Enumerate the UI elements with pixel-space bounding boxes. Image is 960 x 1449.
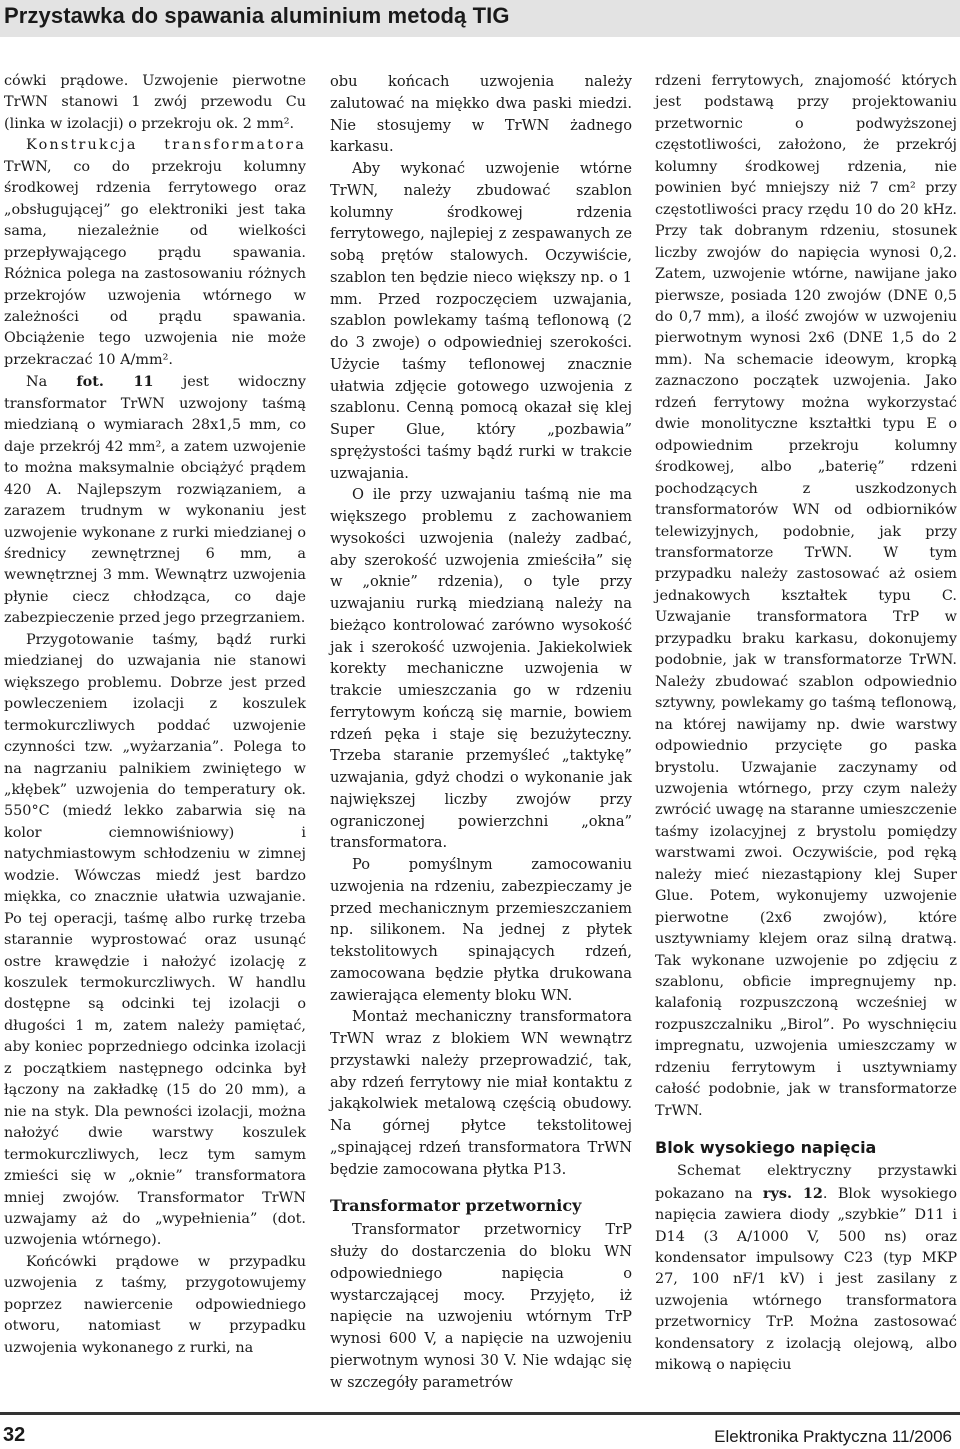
paragraph: O ile przy uzwajaniu taśmą nie ma większego problemu z zachowaniem wysokości uzwojenia (należy zadbać, aby szerokość uzwojenia zmieściła” się w „oknie” rdzenia), o tyle przy uzwajaniu rurką miedzianą należy na bieżąco kontrolować zarówno wysokość jak i szerokość uzwojenia. Jakiekolwiek korekty mechaniczne uzwojenia w trakcie umieszczania go w rdzeniu ferrytowym kończą się marnie, bowiem rdzeń pęka i staje się bezużyteczny. Trzeba staranie przemyśleć „taktykę” uzwajania, gdyż chodzi o wykonanie jak największej liczby zwojów przy ograniczonej powierzchni „okna” transformatora. xyxy=(330,486,632,852)
figure-reference: rys. 12 xyxy=(762,1184,823,1202)
paragraph: Schemat elektryczny przystawki pokazano na rys. 12. Blok wysokiego napięcia zawiera diody „szybkie” D11 i D14 (3 A/1000 V, 500 ns) oraz kondensator impulsowy C23 (typ MKP 27, 100 nF/1 kV) i jest zasilany z uzwojenia wtórnego transformatora przetwornicy TrP. Można zastosować kondensatory z izolacją olejową, albo mikową o napięciu xyxy=(655,1163,957,1374)
header-title: Przystawka do spawania aluminium metodą TIG xyxy=(4,3,510,28)
text-column-2 xyxy=(330,71,632,1393)
photo-reference: fot. 11 xyxy=(76,373,154,391)
paragraph: Transformator przetwornicy TrP służy do dostarczenia do bloku WN odpowiedniego napięcia o wystarczającej mocy. Przyjęto, iż napięcie na uzwojeniu wtórnym TrP wynosi 600 V, a napięcie na uzwojeniu pierwotnym wynosi 30 V. Nie wdając się w szczegóły parametrów xyxy=(330,1221,632,1391)
paragraph: Konstrukcja transformatora TrWN, co do przekroju kolumny środkowej rdzenia ferrytowego oraz „obsługującej” go elektroniki jest taka sama, niezależnie od wielkości przepływającego prądu spawania. Różnica polega na zastosowaniu różnych przekrojów uzwojenia wtórnego w zależności od prądu spawania. Obciążenie tego uzwojenia nie może przekraczać 10 A/mm². xyxy=(4,137,306,368)
paragraph: Przygotowanie taśmy, bądź rurki miedzianej do uzwajania nie stanowi większego problemu. Dobrze jest przed powleczeniem izolacji z koszulek termokurczliwych poddać uzwojenie czynności tzw. „wyżarzania”. Polega to na nagrzaniu palnikiem zwiniętego w „kłębek” uzwojenia do temperatury ok. 550°C (miedź lekko zabarwia się na kolor ciemnowiśniowy) i natychmiastowym schłodzeniu w zimnej wodzie. Wówczas miedź jest bardzo miękka, co znacznie ułatwia uzwajanie. Po tej operacji, taśmę albo rurkę trzeba starannie wyprostować oraz usunąć ostre krawędzie i nałożyć izolację z koszulek termokurczliwych. W handlu dostępne są odcinki tej izolacji o długości 1 m, zatem należy pamiętać, aby koniec poprzedniego odcinka izolacji z początkiem następnego odcinka był łączony na zakładkę (15 do 20 mm), a nie na styk. Dla pewności izolacji, można nałożyć dwie warstwy koszulek termokurczliwych, lecz tym samym zmieści się w „oknie” transformatora mniej zwojów. Transformator TrWN uzwajamy aż do „wypełnienia” (dot. uzwojenia wtórnego). xyxy=(4,631,306,1249)
footer-rule xyxy=(0,1412,960,1415)
text-column-1 xyxy=(4,71,306,1359)
page-number: 32 xyxy=(3,1424,26,1446)
magazine-issue: Elektronika Praktyczna 11/2006 xyxy=(714,1427,952,1446)
paragraph: cówki prądowe. Uzwojenie pierwotne TrWN stanowi 1 zwój przewodu Cu (linka w izolacji) o przekroju ok. 2 mm². xyxy=(4,73,306,132)
paragraph: Końcówki prądowe w przypadku uzwojenia z taśmy, przygotowujemy poprzez nawiercenie odpowiedniego otworu, natomiast w przypadku uzwojenia wykonanego z rurki, na xyxy=(4,1253,306,1356)
paragraph: Aby wykonać uzwojenie wtórne TrWN, należy zbudować szablon kolumny środkowej rdzenia ferrytowego, najlepiej z zespawanych ze sobą prętów stalowych. Oczywiście, szablon ten będzie nieco większy np. o 1 mm. Przed rozpoczęciem uzwajania, szablon powlekamy taśmą teflonową (2 do 3 zwoje) o odpowiedniej szerokości. Użycie taśmy teflonowej znacznie ułatwia zdjęcie gotowego uzwojenia z szablonu. Cenną pomocą okazał się klej Super Glue, który „pozbawia” sprężystości taśmy bądź rurki w trakcie uzwajania. xyxy=(330,160,632,482)
running-header xyxy=(0,0,960,37)
section-heading: Transformator przetwornicy xyxy=(330,1196,582,1216)
section-heading: Blok wysokiego napięcia xyxy=(655,1138,877,1158)
paragraph: obu końcach uzwojenia należy zalutować na miękko dwa paski miedzi. Nie stosujemy w TrWN żadnego karkasu. xyxy=(330,73,632,156)
spaced-emphasis: Konstrukcja transformatora xyxy=(26,137,306,154)
paragraph: Po pomyślnym zamocowaniu uzwojenia na rdzeniu, zabezpieczamy je przed mechanicznym przemieszczaniem np. silikonem. Na jednej z płytek tekstolitowych spinających rdzeń, zamocowana będzie płytka drukowana zawierająca elementy bloku WN. xyxy=(330,856,632,1004)
paragraph: Na fot. 11 jest widoczny transformator TrWN uzwojony taśmą miedzianą o wymiarach 28x1,5 mm, co daje przekrój 42 mm², a zatem uzwojenie to można maksymalnie obciążyć prądem 420 A. Najlepszym rozwiązaniem, a zarazem trudnym w wykonaniu jest uzwojenie wykonane z rurki miedzianej o średnicy zewnętrznej 6 mm, a wewnętrznej 3 mm. Wewnątrz uzwojenia płynie ciecz chłodząca, co daje zabezpieczenie przed jego przegrzaniem. xyxy=(4,373,306,627)
text-column-3 xyxy=(655,71,957,1377)
paragraph: Montaż mechaniczny transformatora TrWN wraz z blokiem WN wewnątrz przystawki należy przeprowadzić, tak, aby rdzeń ferrytowy nie miał kontaktu z jakąkolwiek metalową częścią obudowy. Na górnej płytce tekstolitowej „spinającej rdzeń transformatora TrWN będzie zamocowana płytka P13. xyxy=(330,1008,632,1178)
paragraph: rdzeni ferrytowych, znajomość których jest podstawą przy projektowaniu przetwornic o podwyższonej częstotliwości, założono, że przekrój kolumny środkowej rdzenia, nie powinien być mniejszy niż 7 cm² przy częstotliwości pracy rzędu 10 do 20 kHz. Przy tak dobranym rdzeniu, stosunek liczby zwojów do napięcia wynosi 0,2. Zatem, uzwojenie wtórne, nawijane jako pierwsze, posiada 120 zwojów (DNE 0,5 do 0,7 mm), a ilość zwojów w uzwojeniu pierwotnym wynosi 2x6 (DNE 1,5 do 2 mm). Na schemacie ideowym, kropką zaznaczono początek uzwojenia. Jako rdzeń ferrytowy można wykorzystać dwie monolityczne kształtki typu E o odpowiednim przekroju kolumny środkowej, albo „baterię” rdzeni pochodzących z uszkodzonych transformatorów WN od odbiorników telewizyjnych, podobnie, jak przy transformatorze TrWN. W tym przypadku należy zastosować aż osiem jednakowych kształtek typu C. Uzwajanie transformatora TrP w przypadku braku karkasu, dokonujemy podobnie, jak w transformatorze TrWN. Należy zbudować szablon odpowiednio sztywny, powlekamy go taśmą teflonową, na której nawijamy np. dwie warstwy odpowiednio przycięte go paska brystolu. Uzwajanie zaczynamy od uzwojenia wtórnego, przy czym należy zwrócić uwagę na staranne umieszczenie taśmy izolacyjnej z brystolu pomiędzy warstwami zwoi. Oczywiście, pod ręką należy mieć niezastąpiony klej Super Glue. Potem, wykonujemy uzwojenie pierwotne (2x6 zwojów), które usztywniamy klejem oraz silną dratwą. Tak wykonane uzwojenie po zdjęciu z szablonu, obficie impregnujemy np. kalafonią rozpuszczoną wcześniej w rozpuszczalniku „Birol”. Po wyschnięciu impregnatu, uzwojenia umieszczamy w rdzeniu ferrytowym i usztywniamy całość podobnie, jak w transformatorze TrWN. xyxy=(655,73,958,1119)
